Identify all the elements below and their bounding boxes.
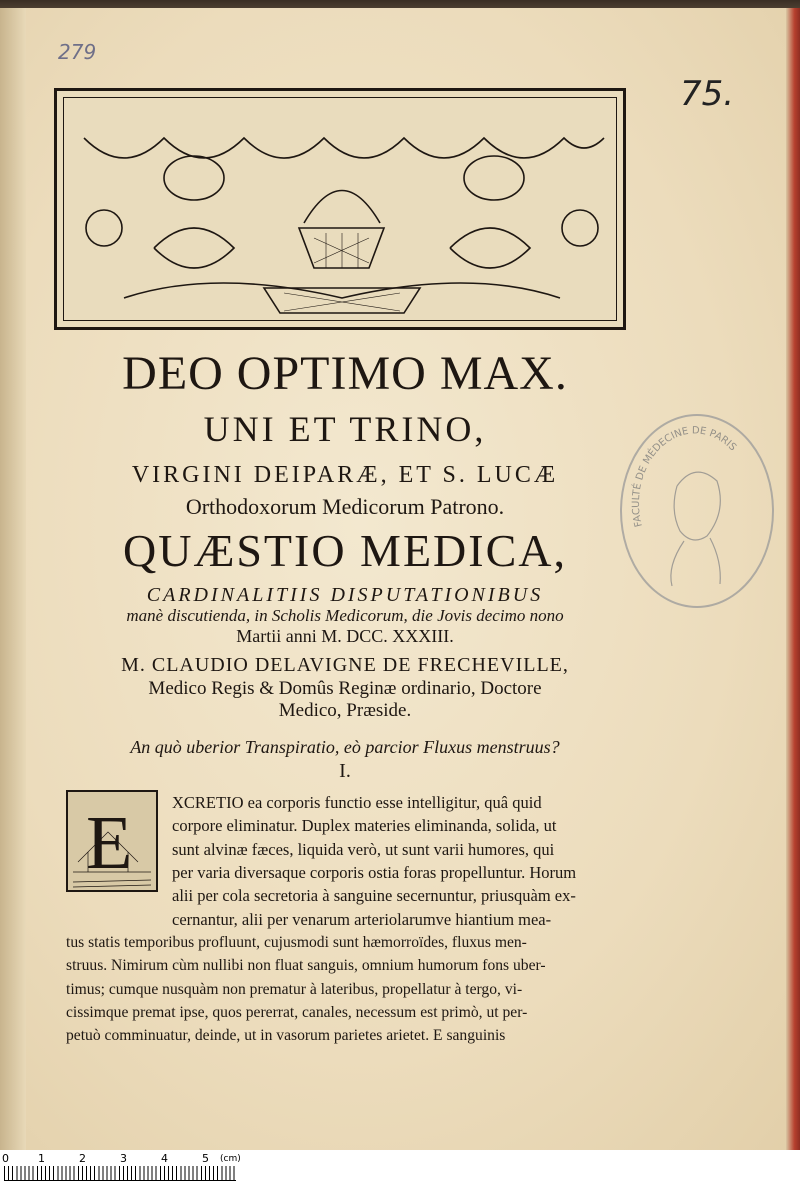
dedication-line-2: UNI ET TRINO, xyxy=(203,409,487,449)
scale-ruler xyxy=(0,1150,800,1184)
library-stamp xyxy=(620,414,774,608)
body-line-11: petuò comminuatur, deinde, ut in vasorum parietes arietet. E sanguinis xyxy=(66,1027,506,1044)
shelfmark-note: 279 xyxy=(58,40,97,64)
disputation-line-3: Martii anni M. DCC. XXXIII. xyxy=(236,626,454,646)
body-line-9: timus; cumque nusquàm non prematur à lateribus, propellatur à tergo, vi- xyxy=(66,981,523,998)
stamp-portrait-icon xyxy=(622,416,768,602)
disputation-line-1: CARDINALITIIS DISPUTATIONIBUS xyxy=(146,584,544,606)
ornament-engraving xyxy=(64,98,620,324)
ruler-label-3: 3 xyxy=(120,1152,127,1165)
section-number: I. xyxy=(339,760,351,782)
ruler-label-5: 5 xyxy=(202,1152,209,1165)
praeses-role: Medico, Præside. xyxy=(278,700,412,721)
stamp-text: FACULTÉ DE MÉDECINE DE PARIS xyxy=(630,425,739,529)
body-line-6: cernantur, alii per venarum arteriolarumve hiantium mea- xyxy=(172,910,552,929)
initial-letter: E xyxy=(86,801,133,885)
dedication-line-4: Orthodoxorum Medicorum Patrono. xyxy=(185,494,505,519)
quaestio-title: QUÆSTIO MEDICA, xyxy=(123,525,567,576)
body-line-3: sunt alvinæ fæces, liquida verò, ut sunt varii humores, qui xyxy=(172,840,555,859)
praeses-name: M. CLAUDIO DELAVIGNE DE FRECHEVILLE, xyxy=(121,654,569,676)
body-line-10: cissimque premat ipse, quos pererrat, canales, necessum est primò, ut per- xyxy=(66,1004,528,1021)
headpiece-ornament xyxy=(54,88,626,330)
praeses-title: Medico Regis & Domûs Reginæ ordinario, Doctore xyxy=(148,678,542,699)
question-line: An quò uberior Transpiratio, eò parcior Fluxus menstruus? xyxy=(130,737,560,757)
body-line-1: XCRETIO ea corporis functio esse intelligitur, quâ quid xyxy=(172,793,542,812)
body-line-4: per varia diversaque corporis ostia foras propelluntur. Horum xyxy=(172,863,577,882)
body-line-5: alii per cola secretoria à sanguine secernuntur, priusquàm ex- xyxy=(172,886,576,905)
body-line-2: corpore eliminatur. Duplex materies eliminanda, solida, ut xyxy=(172,816,557,835)
ruler-label-0: 0 xyxy=(2,1152,9,1165)
body-line-7: tus statis temporibus profluunt, cujusmodi sunt hæmorroïdes, fluxus men- xyxy=(66,934,527,951)
book-spine xyxy=(0,8,26,1150)
dedication-line-3: VIRGINI DEIPARÆ, ET S. LUCÆ xyxy=(131,462,559,488)
body-line-8: struus. Nimirum cùm nullibi non fluat sanguis, omnium humorum fons uber- xyxy=(66,957,546,974)
page-edge xyxy=(786,8,800,1150)
svg-text:FACULTÉ DE MÉDECINE DE PARIS xyxy=(630,425,738,528)
ruler-unit: (cm) xyxy=(220,1154,241,1164)
folio-number: 75. xyxy=(680,74,735,114)
ruler-ticks xyxy=(4,1166,236,1181)
disputation-line-2: manè discutienda, in Scholis Medicorum, die Jovis decimo nono xyxy=(126,606,564,625)
ruler-label-1: 1 xyxy=(38,1152,45,1165)
decorated-initial xyxy=(66,790,158,892)
ruler-label-2: 2 xyxy=(79,1152,86,1165)
dedication-line-1: DEO OPTIMO MAX. xyxy=(122,347,568,400)
ruler-label-4: 4 xyxy=(161,1152,168,1165)
